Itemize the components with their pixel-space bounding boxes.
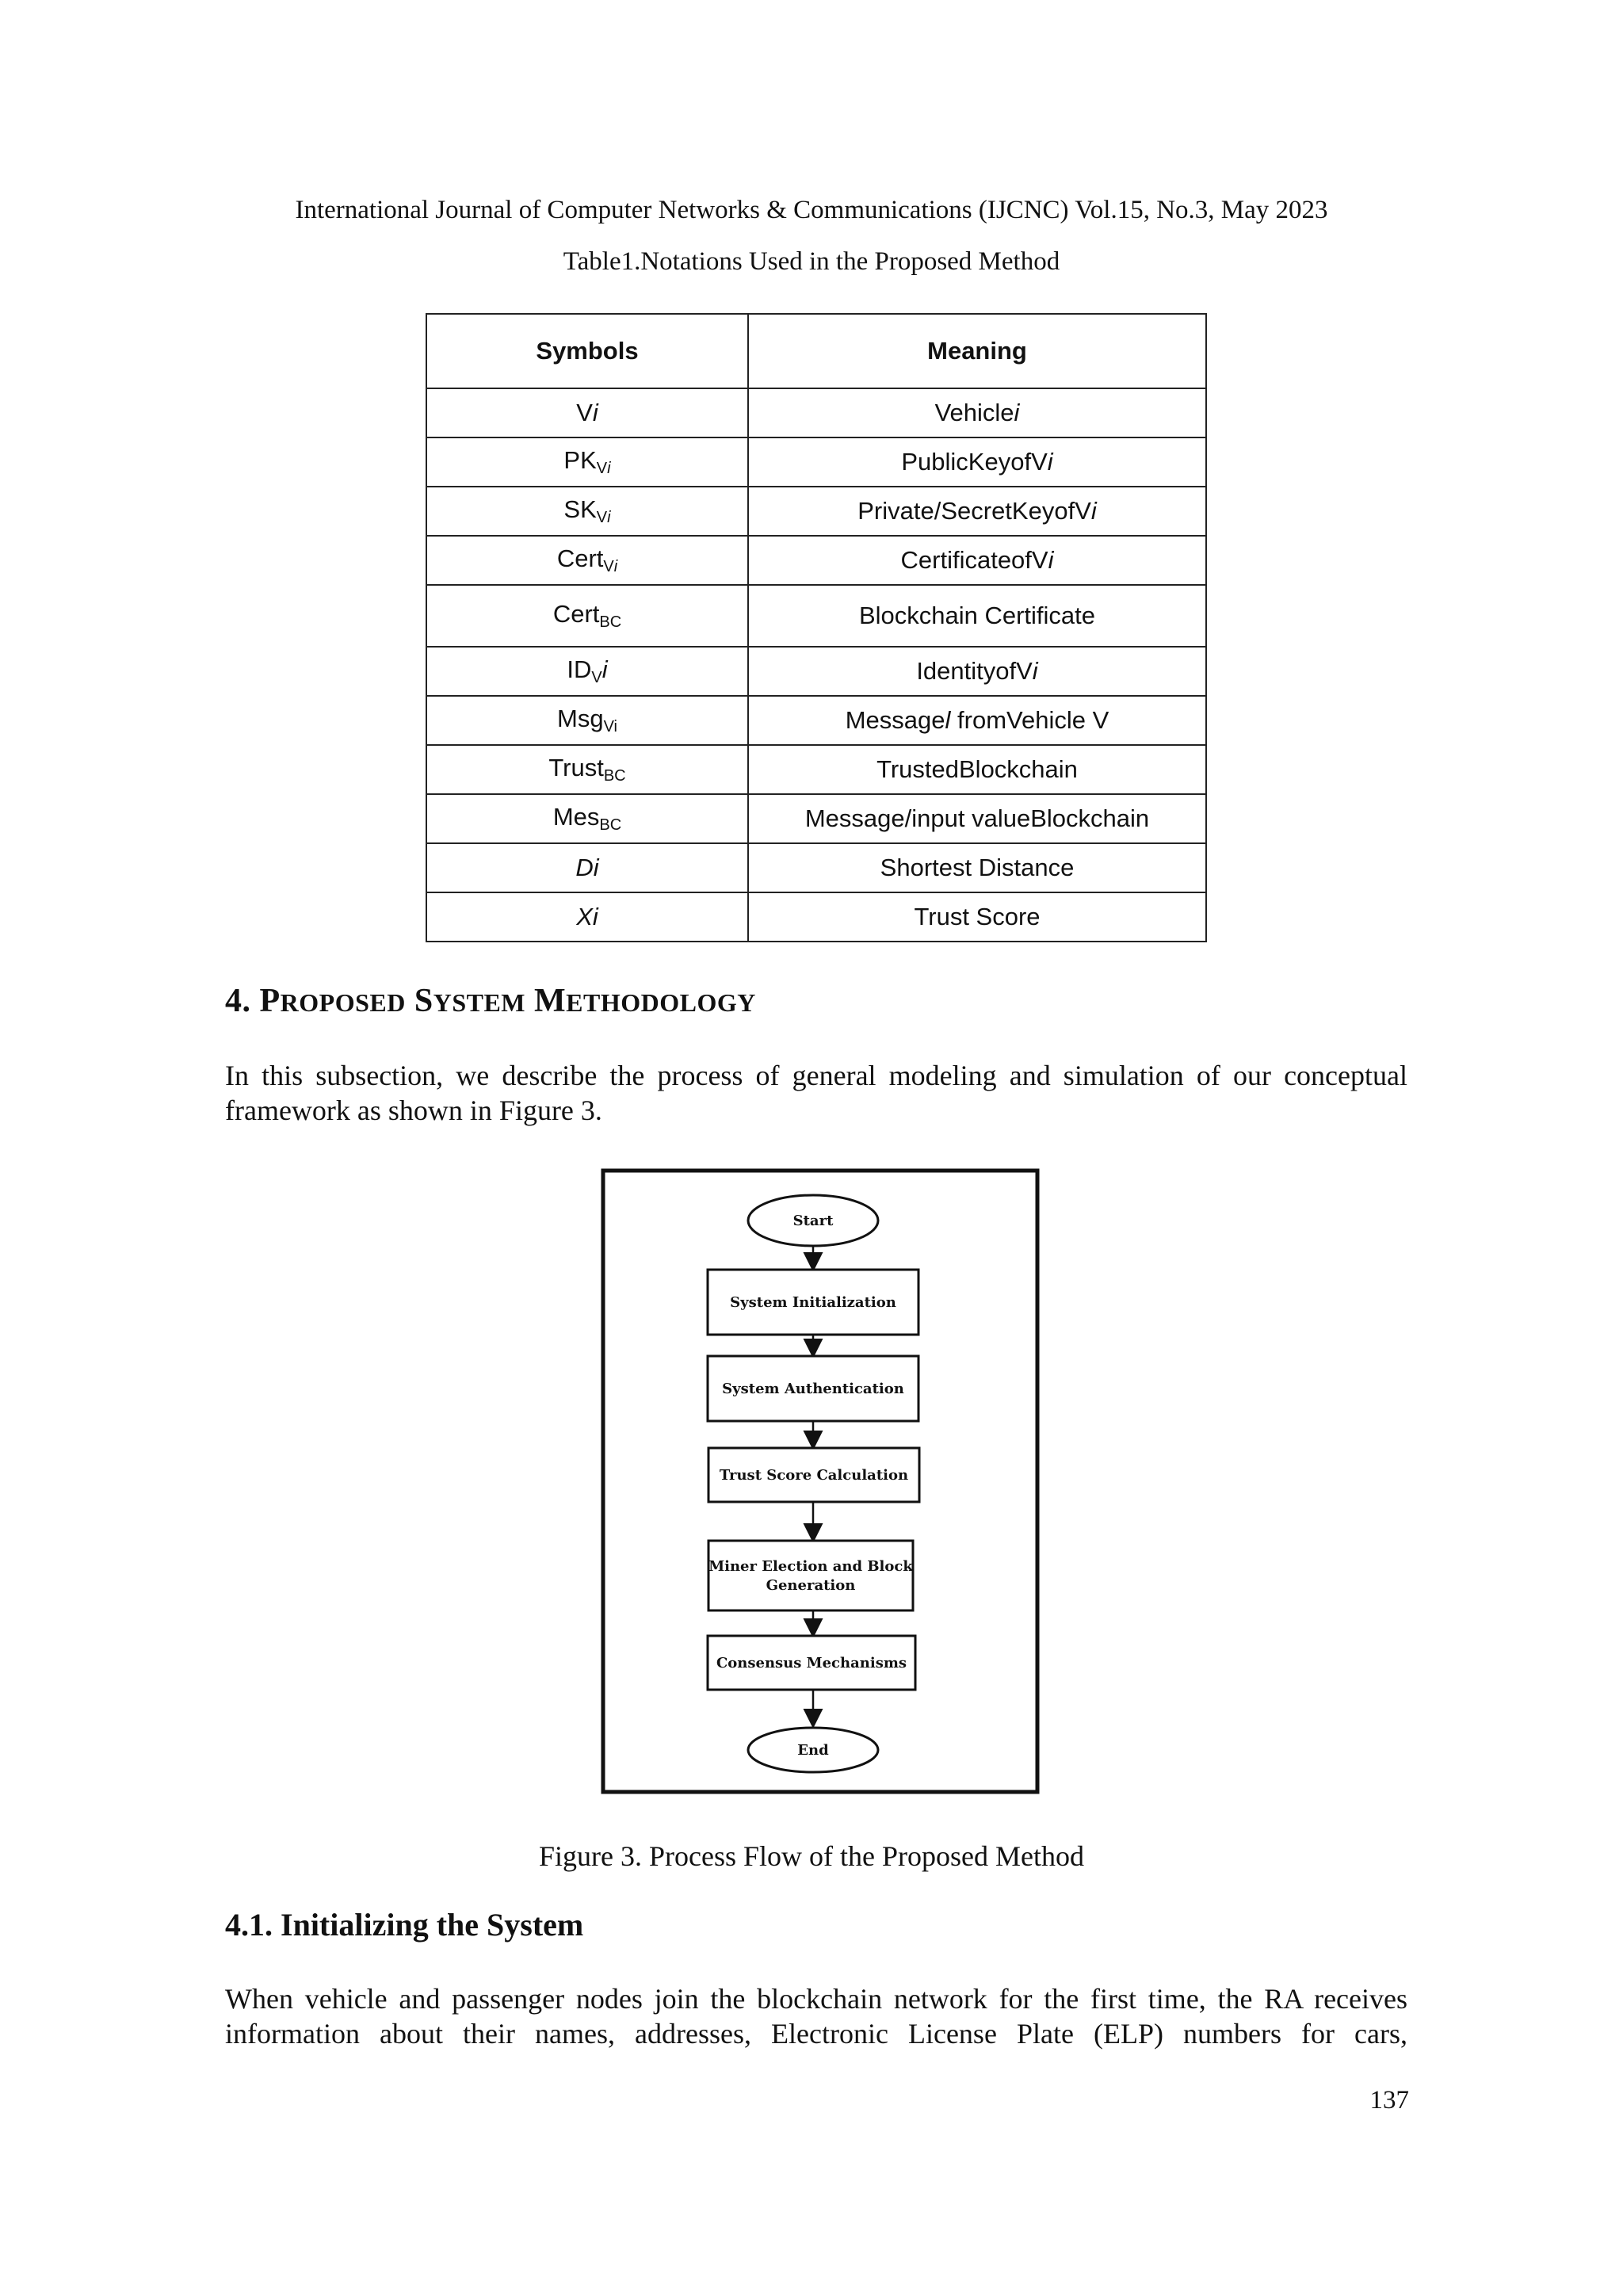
step-label-line2: Generation — [766, 1577, 856, 1594]
subsection-heading: 4.1. Initializing the System — [225, 1907, 584, 1943]
meaning-cell: PublicKeyofVi — [748, 437, 1206, 487]
table-row — [426, 843, 1206, 892]
step-label-line1: Miner Election and Block — [708, 1558, 913, 1575]
figure-caption: Figure 3. Process Flow of the Proposed Method — [539, 1840, 1084, 1872]
table-row — [426, 647, 1206, 696]
column-header-meaning: Meaning — [748, 314, 1206, 388]
notation-table — [426, 313, 1207, 942]
symbol-cell: Di — [426, 843, 748, 892]
symbol-cell: $PK_{Vi}$ — [426, 437, 748, 487]
meaning-cell: Trust Score — [748, 892, 1206, 942]
symbol-cell: Vi — [426, 388, 748, 437]
table-row — [426, 536, 1206, 585]
meaning-cell: Messagel fromVehicle V — [748, 696, 1206, 745]
page-number: 137 — [1369, 2086, 1409, 2115]
symbol-cell: $ID_Vi$ — [426, 647, 748, 696]
symbol-cell: Mes$_{BC}$ — [426, 794, 748, 843]
subsection-paragraph: When vehicle and passenger nodes join the blockchain network for the first time, the RA receives information about their names, addresses, Electronic License Plate (ELP) numbers for cars, — [225, 1983, 1407, 2050]
table-row — [426, 487, 1206, 536]
table-row — [426, 892, 1206, 942]
journal-header: International Journal of Computer Networks & Communications (IJCNC) Vol.15, No.3, May 2023 — [295, 196, 1328, 224]
meaning-cell: TrustedBlockchain — [748, 745, 1206, 794]
table-row — [426, 437, 1206, 487]
process-flow-diagram — [601, 1168, 1040, 1794]
meaning-cell: Private/SecretKeyofVi — [748, 487, 1206, 536]
section-heading: 4. PROPOSED SYSTEM METHODOLOGY — [225, 983, 756, 1019]
meaning-cell: Vehiclei — [748, 388, 1206, 437]
start-label: Start — [792, 1213, 834, 1229]
meaning-cell: IdentityofVi — [748, 647, 1206, 696]
end-label: End — [797, 1742, 829, 1759]
table-header-row — [426, 314, 1206, 388]
symbol-cell: Xi — [426, 892, 748, 942]
step-label: System Initialization — [730, 1294, 896, 1311]
table-caption: Table1.Notations Used in the Proposed Method — [563, 247, 1060, 276]
step-label: System Authentication — [722, 1381, 904, 1397]
meaning-cell: Message/input valueBlockchain — [748, 794, 1206, 843]
meaning-cell: Shortest Distance — [748, 843, 1206, 892]
step-miner-election — [708, 1541, 913, 1610]
table-row — [426, 388, 1206, 437]
symbol-cell: Cert$_{BC}$ — [426, 585, 748, 647]
meaning-cell: Blockchain Certificate — [748, 585, 1206, 647]
table-row — [426, 585, 1206, 647]
table-row — [426, 696, 1206, 745]
table-row — [426, 794, 1206, 843]
section-paragraph: In this subsection, we describe the process of general modeling and simulation of our conceptual framework as shown in Figure 3. — [225, 1060, 1407, 1126]
table-row — [426, 745, 1206, 794]
symbol-cell: Cert$_{Vi}$ — [426, 536, 748, 585]
symbol-cell: $SK_{Vi}$ — [426, 487, 748, 536]
symbol-cell: Msg$_{Vi}$ — [426, 696, 748, 745]
step-label: Trust Score Calculation — [719, 1467, 909, 1484]
column-header-symbols: Symbols — [426, 314, 748, 388]
symbol-cell: Trust$_{BC}$ — [426, 745, 748, 794]
meaning-cell: CertificateofVi — [748, 536, 1206, 585]
step-label: Consensus Mechanisms — [716, 1655, 907, 1671]
